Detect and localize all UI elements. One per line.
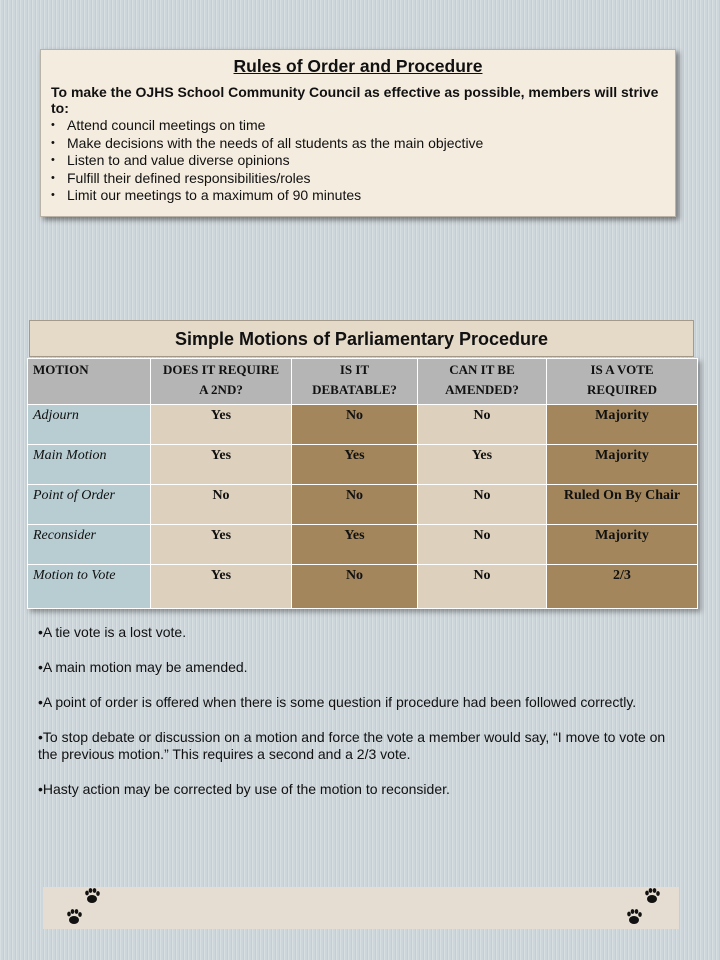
bullet-icon: •	[51, 171, 55, 184]
cell-amended: Yes	[418, 445, 547, 485]
paw-prints-icon	[620, 884, 668, 930]
rules-box	[40, 49, 676, 217]
motions-table	[27, 358, 698, 609]
cell-second: Yes	[151, 565, 292, 609]
cell-debatable: No	[292, 485, 418, 525]
cell-motion: Reconsider	[28, 525, 151, 565]
table-row	[28, 405, 698, 445]
rules-list-item: • Listen to and value diverse opinions	[51, 152, 290, 168]
footer-band	[43, 887, 679, 929]
note-item: •A main motion may be amended.	[38, 659, 248, 675]
cell-second: No	[151, 485, 292, 525]
rules-list-item: • Attend council meetings on time	[51, 117, 266, 133]
cell-debatable: No	[292, 405, 418, 445]
cell-vote: Ruled On By Chair	[547, 485, 698, 525]
notes	[38, 624, 688, 816]
cell-debatable: No	[292, 565, 418, 609]
bullet-icon: •	[51, 136, 55, 149]
cell-second: Yes	[151, 525, 292, 565]
paw-prints-icon	[62, 884, 110, 930]
header-debatable: IS IT DEBATABLE?	[292, 359, 418, 405]
rules-list-item: • Make decisions with the needs of all students as the main objective	[51, 134, 484, 151]
rules-list	[51, 117, 665, 205]
cell-motion: Point of Order	[28, 485, 151, 525]
rules-intro: To make the OJHS School Community Council as effective as possible, members will strive to:	[51, 84, 659, 116]
table-header-row	[28, 359, 698, 405]
note-item: •To stop debate or discussion on a motion and force the vote a member would say, “I move to vote on the previous motion.” This requires a second and a 2/3 vote.	[38, 729, 666, 762]
rules-list-item: • Limit our meetings to a maximum of 90 minutes	[51, 187, 362, 203]
table-row	[28, 445, 698, 485]
table-row	[28, 525, 698, 565]
cell-motion: Main Motion	[28, 445, 151, 485]
bullet-icon: •	[51, 154, 55, 166]
note-item: •A point of order is offered when there is some question if procedure had been followed correctly.	[38, 694, 637, 710]
rules-list-item: • Fulfill their defined responsibilities/roles	[51, 169, 311, 186]
table-row	[28, 485, 698, 525]
cell-vote: Majority	[547, 445, 698, 485]
header-requires-second: DOES IT REQUIRE A 2ND?	[151, 359, 292, 405]
cell-amended: No	[418, 525, 547, 565]
cell-debatable: Yes	[292, 445, 418, 485]
header-amendable: CAN IT BE AMENDED?	[418, 359, 547, 405]
cell-vote: 2/3	[547, 565, 698, 609]
cell-debatable: Yes	[292, 525, 418, 565]
header-motion: MOTION	[28, 359, 151, 405]
header-vote-required: IS A VOTE REQUIRED	[547, 359, 698, 405]
cell-vote: Majority	[547, 405, 698, 445]
cell-second: Yes	[151, 445, 292, 485]
cell-amended: No	[418, 405, 547, 445]
rules-title: Rules of Order and Procedure	[233, 56, 483, 76]
note-item: •A tie vote is a lost vote.	[38, 624, 187, 640]
cell-vote: Majority	[547, 525, 698, 565]
cell-second: Yes	[151, 405, 292, 445]
bullet-icon: •	[51, 189, 55, 201]
cell-amended: No	[418, 485, 547, 525]
cell-amended: No	[418, 565, 547, 609]
note-item: •Hasty action may be corrected by use of the motion to reconsider.	[38, 781, 450, 797]
cell-motion: Motion to Vote	[28, 565, 151, 609]
table-row	[28, 565, 698, 609]
motions-table-title: Simple Motions of Parliamentary Procedure	[29, 320, 694, 357]
bullet-icon: •	[51, 119, 55, 131]
cell-motion: Adjourn	[28, 405, 151, 445]
